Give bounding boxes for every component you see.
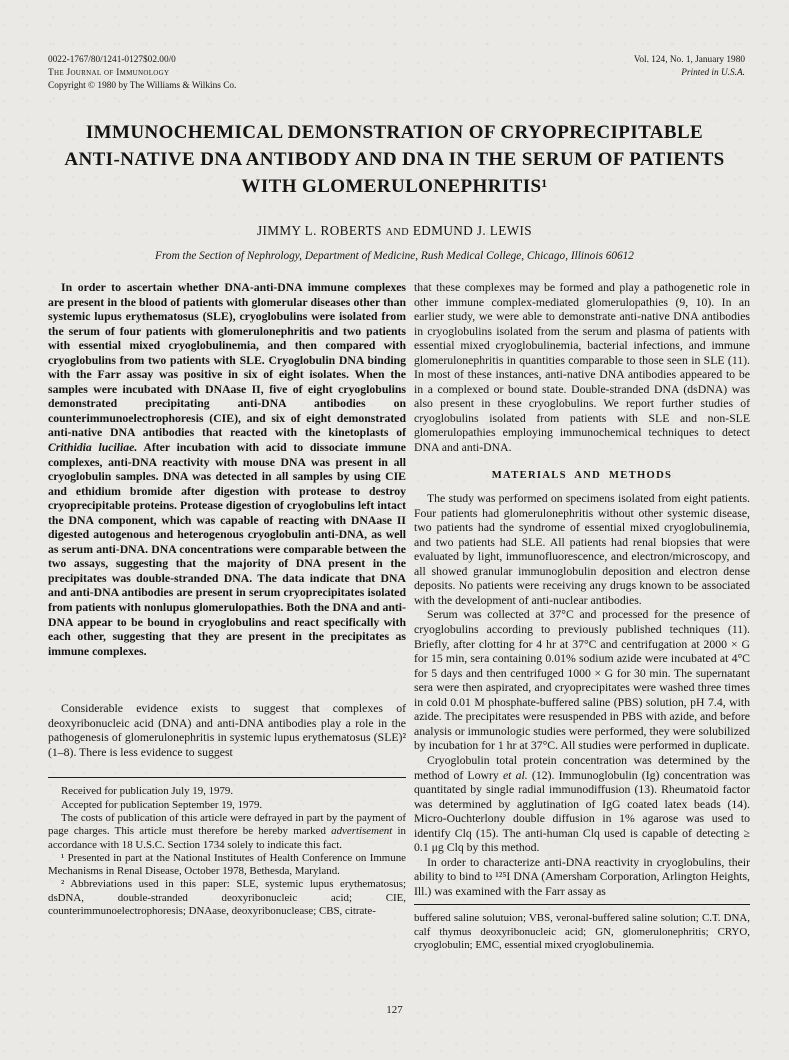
abstract-paragraph: In order to ascertain whether DNA-anti-DNA immune complexes are present in the blood of patients with glomerular diseases other than systemic lupus erythematosus (SLE), cryoglobulins were isolated from the serum of four patients with glomerulonephritis and two patients with essential mixed cryoglobulinemia, and then compared with cryoglobulins from two patients with SLE. Cryoglobulin DNA binding with the Farr assay was positive in six of eight isolates. When the samples were incubated with DNAase II, five of eight cryoglobulins demonstrated precipitating anti-DNA antibodies on counterimmunoelectrophoresis (CIE), and six of eight demonstrated anti-native DNA antibodies that reacted with the kinetoplasts of Crithidia luciliae. After incubation with acid to dissociate immune complexes, anti-DNA reactivity with mouse DNA was present in all cryoglobulin samples. DNA was detected in all samples by using CIE and ethidium bromide after digestion with protease to destroy cryoprecipitable proteins. Protease digestion of cryoglobulins left intact the DNA component, which was capable of reacting with DNAase II digested autogenous and heterogenous cryoglobulin anti-DNA, as well as serum anti-DNA. DNA concentrations were comparable between the two assays, suggesting that the majority of DNA present in the precipitates was double-stranded DNA. The data indicate that DNA and anti-DNA antibodies are present in serum cryoprecipitates isolated from patients with nonlupus glomerulopathies. Both the DNA and anti-DNA appear to be bound in cryoglobulins and react specifically with each other, suggesting that they are present in the precipitates as immune complexes. [48, 281, 407, 658]
article-code: 0022-1767/80/1241-0127$02.00/0 [48, 55, 176, 65]
footnote-received: Received for publication July 19, 1979. [61, 785, 234, 798]
page-number: 127 [386, 1004, 403, 1016]
footnote-2: ² Abbreviations used in this paper: SLE, systemic lupus erythematosus; dsDNA, double-stranded deoxyribonucleic acid; CIE, counterimmunoelectrophoresis; DNAase, deoxyribonuclease; CBS, citrate- [48, 878, 406, 918]
journal-name: The Journal of Immunology [48, 68, 170, 78]
intro-paragraph: Considerable evidence exists to suggest that complexes of deoxyribonucleic acid (DNA) and anti-DNA antibodies play a role in the pathogenesis of glomerulonephritis in systemic lupus erythematosus (SLE)² (1–8). There is less evidence to suggest [48, 702, 406, 759]
body-paragraph-2: The study was performed on specimens isolated from eight patients. Four patients had glomerulonephritis without other systemic disease, two patients had the syndrome of essential mixed cryoglobulinemia, and two patients had SLE. All patients had renal biopsies that were evaluated by light, immunofluorescence, and electron/microscopy, and all showed granular immunoglobulin deposition and electron dense deposits. No patients were receiving any drugs known to be associated with the development of anti-nuclear antibodies. [414, 492, 750, 607]
two-column-body [0, 262, 789, 952]
footnote-continuation: buffered saline solutuion; VBS, veronal-buffered saline solution; C.T. DNA, calf thymus deoxyribonucleic acid; GN, glomerulonephritis; CRYO, cryoglobulin; EMC, essential mixed cryoglobulinemia. [414, 912, 750, 952]
left-column [48, 281, 406, 952]
right-column [414, 281, 750, 952]
body-paragraph-3: Serum was collected at 37°C and processed for the presence of cryoglobulins according to previously published techniques (11). Briefly, after clotting for 4 hr at 37°C and centrifugation at 2000 × G for 15 min, sera containing 0.01% sodium azide were incubated at 4°C for 5 days and then centrifuged 1000 × G for 30 min. The supernatant sera were then aspirated, and cryoprecipitates were washed three times in cold 0.01 M phosphate-buffered saline (PBS) solution, pH 7.4, with azide. The precipitates were resuspended in PBS with azide, and before analysis or immunologic studies were performed, they were solubilized by incubation for 1 hr at 37°C. All studies were performed in duplicate. [414, 608, 750, 753]
footnote-divider-right [414, 904, 750, 905]
footnote-costs: The costs of publication of this article were defrayed in part by the payment of page charges. This article must therefore be hereby marked advertisement in accordance with 18 U.S.C. Section 1734 solely to indicate this fact. [48, 812, 406, 851]
authors-line: JIMMY L. ROBERTS AND EDMUND J. LEWIS [256, 223, 533, 238]
article-title: IMMUNOCHEMICAL DEMONSTRATION OF CRYOPRECIPITABLE ANTI-NATIVE DNA ANTIBODY AND DNA IN THE SERUM OF PATIENTS WITH GLOMERULONEPHRITIS¹ [64, 122, 725, 197]
printed-line: Printed in U.S.A. [681, 68, 745, 78]
body-paragraph-1: that these complexes may be formed and play a pathogenetic role in other immune complex-mediated glomerulopathies (9, 10). In an earlier study, we were able to demonstrate anti-native DNA antibodies in cryoglobulins isolated from the serum and plasma of patients with essential mixed cryoglobulinemia, bacterial infections, and immune glomerulonephritis in quantities comparable to those seen in SLE (11). In most of these instances, anti-native DNA antibodies appeared to be in a complexed or bound state. Double-stranded DNA (dsDNA) was also present in these cryoglobulins. We report further studies of cryoglobulins isolated from patients with SLE and non-SLE glomerulopathies employing immunochemical techniques to detect DNA and anti-DNA. [414, 281, 750, 455]
copyright-line: Copyright © 1980 by The Williams & Wilkins Co. [48, 81, 237, 91]
body-paragraph-5: In order to characterize anti-DNA reactivity in cryoglobulins, their ability to bind to ¹²⁵I DNA (Amersham Corporation, Arlington Heights, Ill.) was examined with the Farr assay as [414, 855, 750, 898]
footnote-1: ¹ Presented in part at the National Institutes of Health Conference on Immune Mechanisms in Renal Disease, October 1978, Bethesda, Maryland. [48, 851, 406, 878]
volume-line: Vol. 124, No. 1, January 1980 [633, 55, 745, 65]
header-right [634, 54, 745, 93]
footnotes-left [48, 785, 406, 918]
materials-methods-heading: MATERIALS AND METHODS [491, 469, 673, 481]
affiliation-line: From the Section of Nephrology, Department of Medicine, Rush Medical College, Chicago, Illinois 60612 [155, 250, 634, 262]
header-left [48, 54, 236, 93]
footnote-divider [48, 777, 406, 778]
page-header [0, 0, 789, 93]
footnote-accepted: Accepted for publication September 19, 1979. [61, 798, 263, 811]
body-paragraph-4: Cryoglobulin total protein concentration was determined by the method of Lowry et al. (12). Immunoglobulin (Ig) concentration was quantitated by single radial immunodiffusion (13). Rheumatoid factor was determined by agglutination of IgG coated latex beads (14). Micro-Ouchterlony double diffusion in 1% agarose was used to identify Clq (15). The anti-human Clq used is capable of detecting ≥ 0.1 μg Clq by this method. [414, 753, 751, 855]
